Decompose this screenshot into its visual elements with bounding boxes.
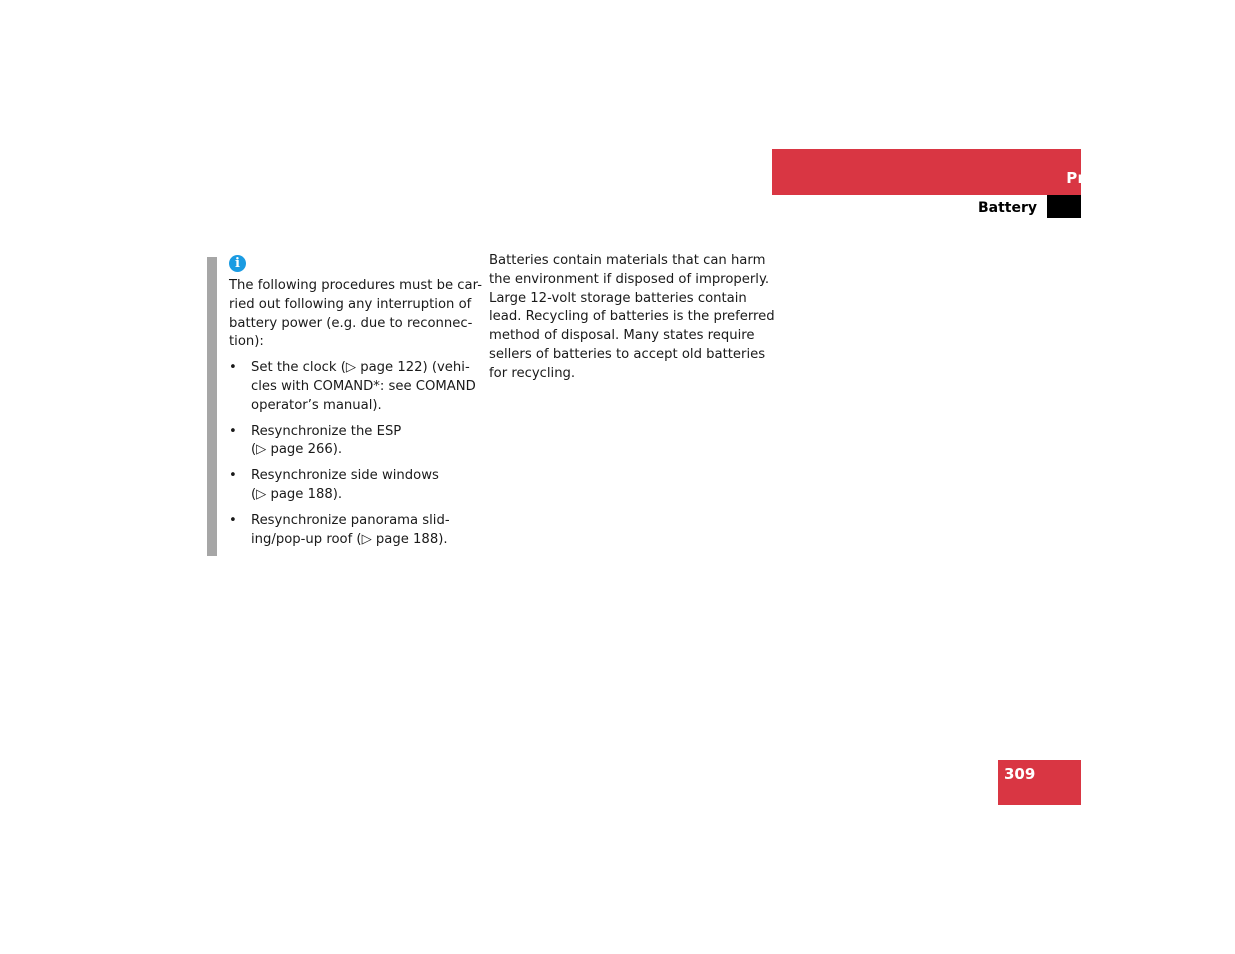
page-number: 309 (1004, 765, 1036, 783)
info-sidebar-bar (207, 257, 217, 556)
list-item-line: Set the clock (▷ page 122) (vehi- (251, 360, 470, 376)
list-item-line: ing/pop-up roof (▷ page 188). (251, 531, 448, 547)
list-item-line: Resynchronize side windows (251, 468, 439, 484)
list-item-line: Resynchronize the ESP (251, 423, 402, 439)
info-intro-line: ried out following any interruption of (229, 296, 472, 312)
list-item (229, 512, 473, 550)
bullet-icon: • (229, 360, 237, 376)
list-item (229, 467, 473, 505)
list-item-line: (▷ page 188). (251, 486, 343, 502)
info-intro-line: battery power (e.g. due to reconnec- (229, 315, 473, 331)
info-icon: i (229, 255, 246, 272)
paragraph-line: sellers of batteries to accept old batteries (489, 346, 766, 362)
info-note (229, 255, 482, 556)
list-item (229, 359, 476, 415)
paragraph-line: Large 12-volt storage batteries contain (489, 290, 747, 306)
section-header-bar (772, 149, 1081, 195)
list-item-line: operator’s manual). (251, 397, 382, 413)
list-item-line: (▷ page 266). (251, 442, 343, 458)
paragraph-line: Batteries contain materials that can harm (489, 253, 766, 268)
bullet-icon: • (229, 468, 237, 484)
paragraph-line: for recycling. (489, 365, 576, 381)
battery-disposal-paragraph (489, 252, 775, 384)
bullet-icon: • (229, 423, 237, 439)
procedure-list (229, 359, 476, 549)
list-item-line: Resynchronize panorama slid- (251, 512, 450, 528)
subsection-title: Battery (977, 200, 1037, 216)
section-marker-tab (1047, 195, 1081, 218)
section-title: Practical hints (1066, 169, 1191, 187)
info-intro-line: tion): (229, 334, 264, 350)
paragraph-line: method of disposal. Many states require (489, 328, 755, 344)
list-item-line: cles with COMAND*: see COMAND (251, 378, 476, 394)
list-item (229, 423, 473, 461)
paragraph-line: lead. Recycling of batteries is the preferred (489, 309, 775, 325)
info-intro (229, 277, 482, 352)
page-number-box (998, 760, 1081, 805)
info-intro-line: The following procedures must be car- (229, 278, 482, 293)
paragraph-line: the environment if disposed of improperly. (489, 271, 770, 287)
bullet-icon: • (229, 512, 237, 528)
